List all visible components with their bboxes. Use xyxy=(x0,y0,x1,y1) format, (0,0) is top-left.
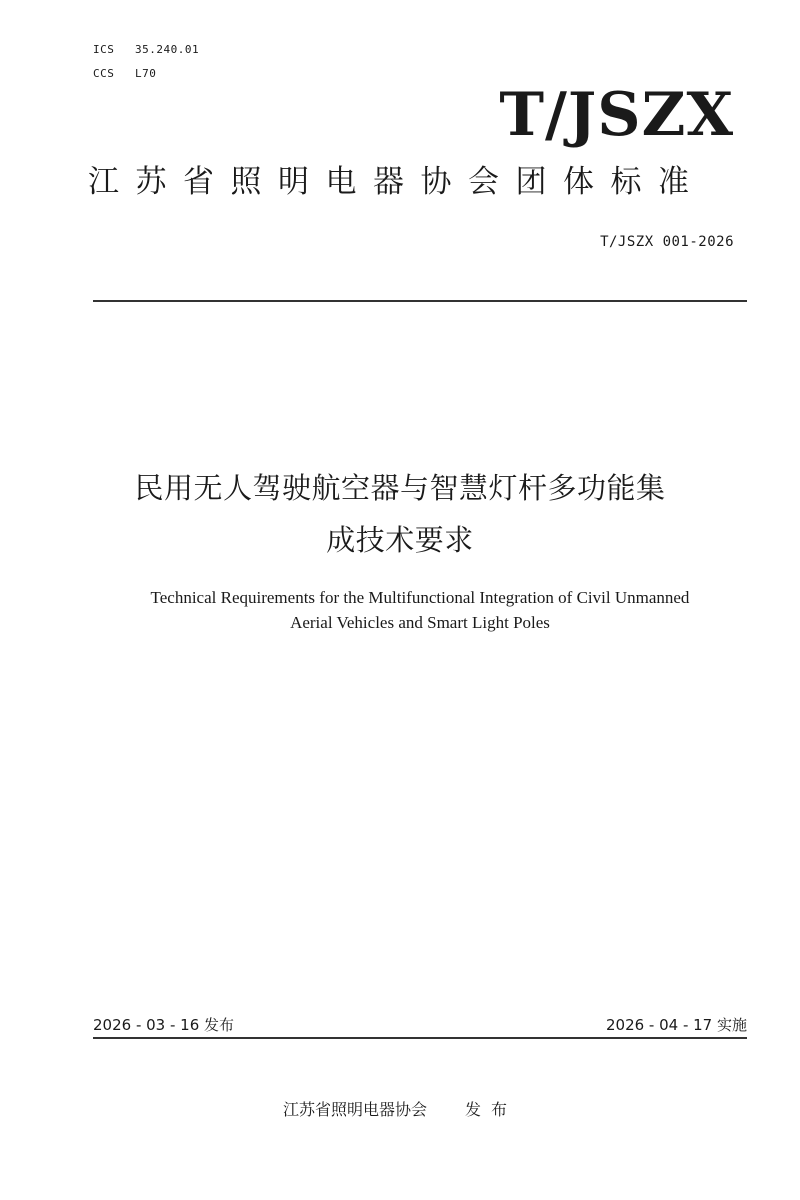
ccs-label: CCS xyxy=(93,67,115,80)
ics-label: ICS xyxy=(93,43,115,56)
document-title-en xyxy=(90,585,750,635)
publisher-name: 江苏省照明电器协会 xyxy=(282,1100,427,1119)
publish-label: 发布 xyxy=(465,1100,518,1119)
standard-number: T/JSZX 001-2026 xyxy=(600,234,734,250)
bottom-divider xyxy=(93,1037,747,1039)
title-zh-line-2: 成技术要求 xyxy=(326,523,474,557)
issue-date: 2026 - 03 - 16 发布 xyxy=(93,1016,235,1034)
title-en-line-2: Aerial Vehicles and Smart Light Poles xyxy=(290,613,550,632)
title-en-line-1: Technical Requirements for the Multifunctional Integration of Civil Unmanned xyxy=(150,588,690,607)
document-title-zh xyxy=(70,462,730,566)
ccs-value: L70 xyxy=(135,67,157,80)
top-divider xyxy=(93,300,747,302)
implementation-date: 2026 - 04 - 17 实施 xyxy=(605,1016,747,1034)
ccs-code-line xyxy=(93,67,156,80)
ics-code-line xyxy=(93,43,199,56)
organization-standard-title: 江苏省照明电器协会团体标准 xyxy=(88,164,706,200)
publisher-line xyxy=(0,1097,800,1120)
title-zh-line-1: 民用无人驾驶航空器与智慧灯杆多功能集 xyxy=(134,471,666,505)
ics-value: 35.240.01 xyxy=(135,43,200,56)
organization-code: T/JSZX xyxy=(499,80,734,150)
